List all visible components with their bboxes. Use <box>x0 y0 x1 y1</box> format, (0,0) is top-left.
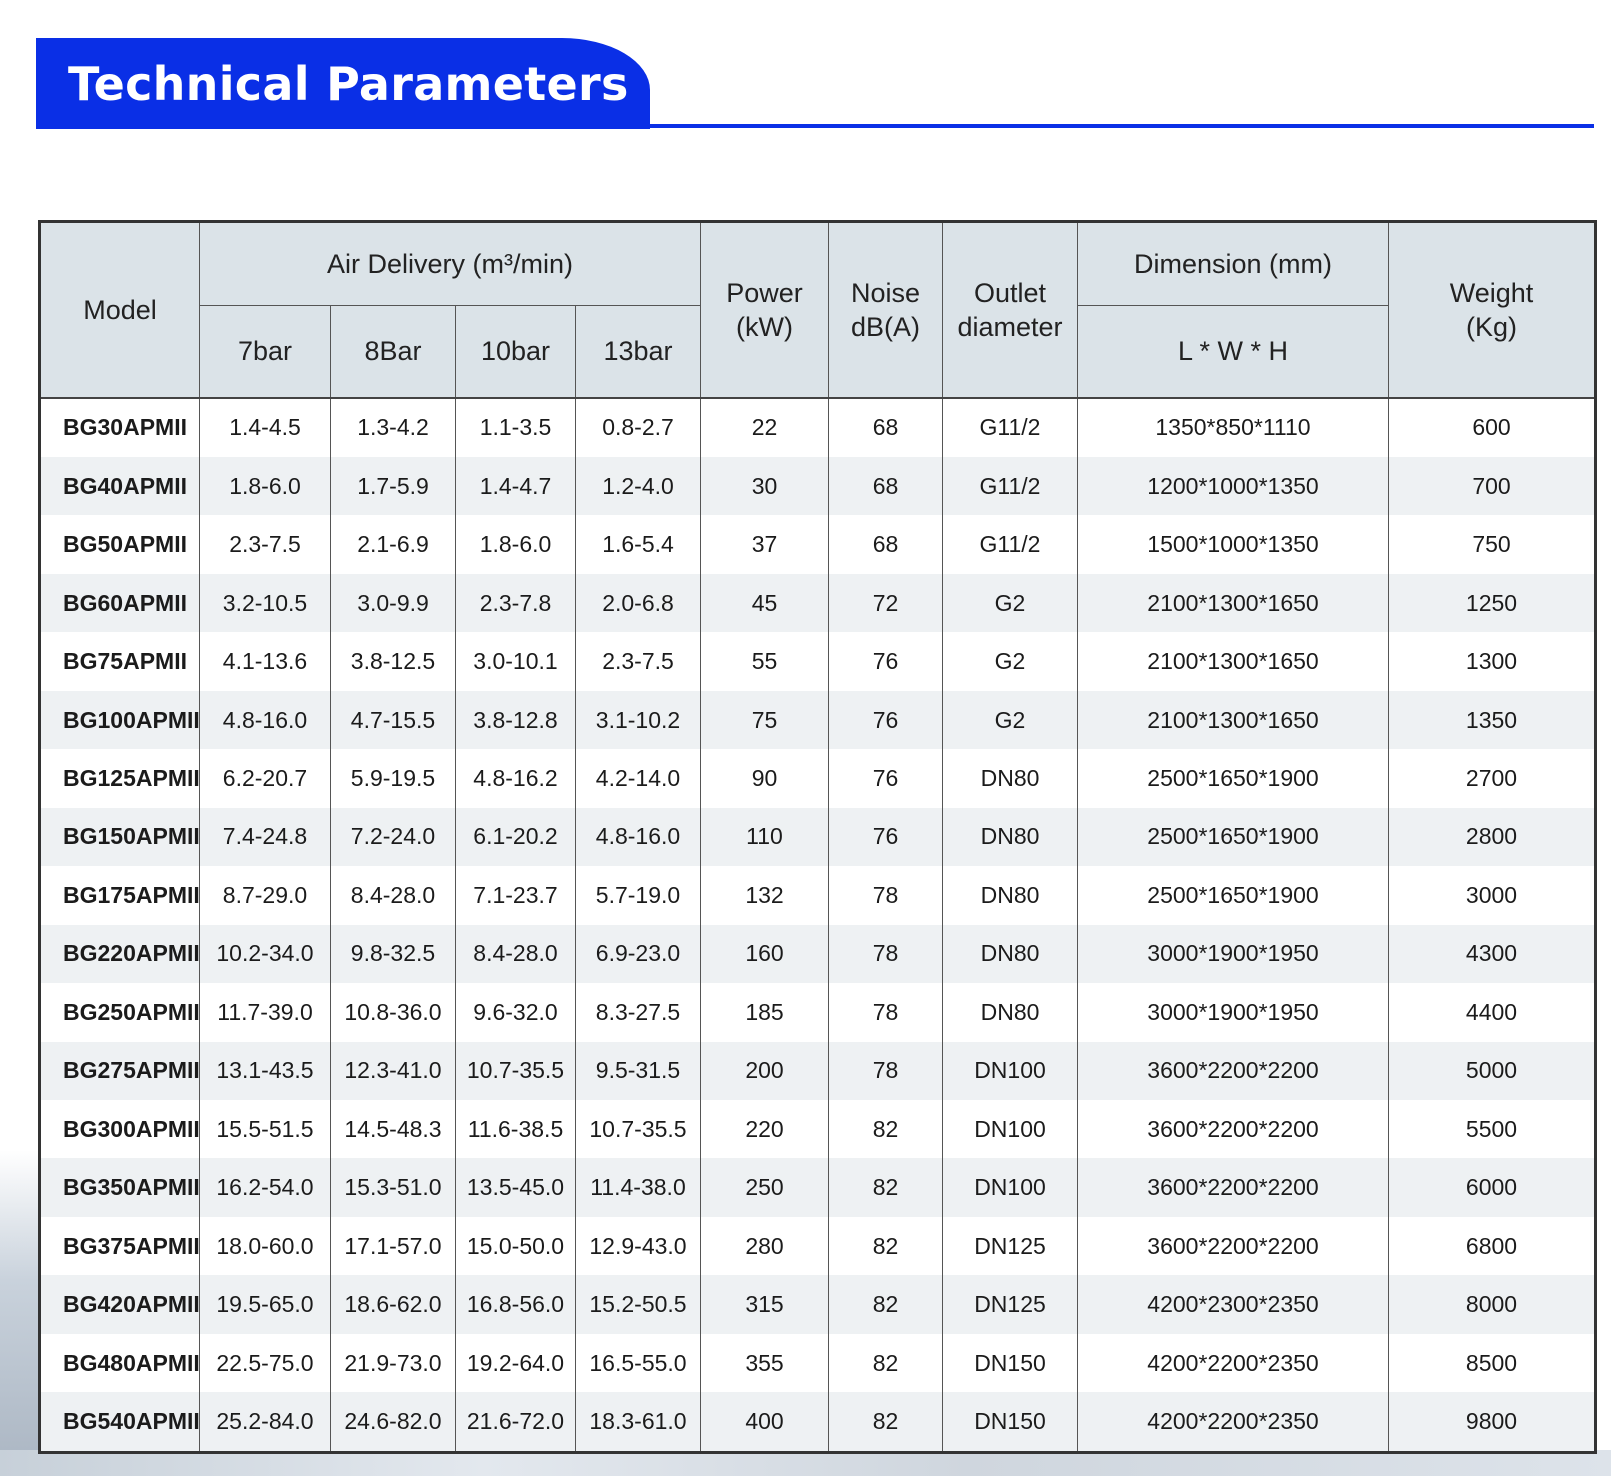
cell-air-7bar: 3.2-10.5 <box>200 574 331 632</box>
cell-noise: 76 <box>829 632 943 690</box>
cell-model: BG250APMII <box>40 983 200 1041</box>
cell-air-10bar: 7.1-23.7 <box>456 866 576 924</box>
cell-outlet: DN125 <box>943 1217 1078 1275</box>
cell-model: BG275APMII <box>40 1042 200 1100</box>
cell-air-13bar: 16.5-55.0 <box>576 1334 701 1392</box>
cell-model: BG40APMII <box>40 457 200 515</box>
cell-air-13bar: 4.8-16.0 <box>576 808 701 866</box>
cell-weight: 5500 <box>1389 1100 1596 1158</box>
cell-weight: 6000 <box>1389 1158 1596 1216</box>
cell-air-8bar: 2.1-6.9 <box>331 515 456 573</box>
cell-air-13bar: 2.0-6.8 <box>576 574 701 632</box>
header-7bar: 7bar <box>200 306 331 398</box>
cell-model: BG540APMII <box>40 1392 200 1452</box>
cell-air-8bar: 7.2-24.0 <box>331 808 456 866</box>
cell-dimension: 3600*2200*2200 <box>1078 1217 1389 1275</box>
cell-air-13bar: 9.5-31.5 <box>576 1042 701 1100</box>
cell-air-8bar: 18.6-62.0 <box>331 1275 456 1333</box>
header-weight-line2: (Kg) <box>1465 311 1517 342</box>
cell-outlet: G2 <box>943 574 1078 632</box>
cell-air-7bar: 1.4-4.5 <box>200 398 331 457</box>
table-body <box>40 398 1596 1453</box>
table-row <box>40 1100 1596 1158</box>
header-dimension: Dimension (mm) <box>1078 222 1389 306</box>
cell-power: 160 <box>701 925 829 983</box>
cell-air-10bar: 21.6-72.0 <box>456 1392 576 1452</box>
cell-power: 250 <box>701 1158 829 1216</box>
cell-outlet: DN80 <box>943 808 1078 866</box>
cell-air-13bar: 15.2-50.5 <box>576 1275 701 1333</box>
cell-noise: 68 <box>829 457 943 515</box>
cell-weight: 1300 <box>1389 632 1596 690</box>
cell-outlet: DN150 <box>943 1334 1078 1392</box>
cell-air-13bar: 10.7-35.5 <box>576 1100 701 1158</box>
cell-air-10bar: 1.1-3.5 <box>456 398 576 457</box>
cell-weight: 5000 <box>1389 1042 1596 1100</box>
cell-weight: 750 <box>1389 515 1596 573</box>
cell-dimension: 1200*1000*1350 <box>1078 457 1389 515</box>
cell-noise: 82 <box>829 1334 943 1392</box>
cell-weight: 1250 <box>1389 574 1596 632</box>
cell-weight: 9800 <box>1389 1392 1596 1452</box>
cell-air-7bar: 15.5-51.5 <box>200 1100 331 1158</box>
header-outlet-line1: Outlet <box>973 277 1047 308</box>
cell-model: BG75APMII <box>40 632 200 690</box>
cell-outlet: DN100 <box>943 1042 1078 1100</box>
header-lwh: L * W * H <box>1078 306 1389 398</box>
cell-air-10bar: 10.7-35.5 <box>456 1042 576 1100</box>
cell-dimension: 2100*1300*1650 <box>1078 691 1389 749</box>
cell-air-8bar: 24.6-82.0 <box>331 1392 456 1452</box>
header-power-line1: Power <box>726 277 803 308</box>
title-underline <box>650 124 1594 128</box>
cell-air-7bar: 6.2-20.7 <box>200 749 331 807</box>
cell-air-7bar: 10.2-34.0 <box>200 925 331 983</box>
technical-parameters-table <box>38 220 1597 1454</box>
header-10bar: 10bar <box>456 306 576 398</box>
cell-power: 55 <box>701 632 829 690</box>
cell-power: 200 <box>701 1042 829 1100</box>
table-row <box>40 1392 1596 1452</box>
cell-air-10bar: 4.8-16.2 <box>456 749 576 807</box>
cell-power: 45 <box>701 574 829 632</box>
cell-air-13bar: 4.2-14.0 <box>576 749 701 807</box>
header-noise-line1: Noise <box>850 277 921 308</box>
cell-air-7bar: 19.5-65.0 <box>200 1275 331 1333</box>
cell-air-10bar: 19.2-64.0 <box>456 1334 576 1392</box>
cell-weight: 2700 <box>1389 749 1596 807</box>
table-row <box>40 515 1596 573</box>
cell-outlet: G2 <box>943 691 1078 749</box>
cell-air-10bar: 3.8-12.8 <box>456 691 576 749</box>
header-weight <box>1389 222 1596 398</box>
cell-model: BG350APMII <box>40 1158 200 1216</box>
cell-dimension: 4200*2300*2350 <box>1078 1275 1389 1333</box>
table-row <box>40 1334 1596 1392</box>
table-row <box>40 1217 1596 1275</box>
cell-dimension: 3600*2200*2200 <box>1078 1042 1389 1100</box>
cell-model: BG175APMII <box>40 866 200 924</box>
cell-dimension: 1500*1000*1350 <box>1078 515 1389 573</box>
page-title: Technical Parameters <box>68 56 629 111</box>
cell-power: 90 <box>701 749 829 807</box>
cell-air-7bar: 13.1-43.5 <box>200 1042 331 1100</box>
cell-power: 132 <box>701 866 829 924</box>
cell-weight: 6800 <box>1389 1217 1596 1275</box>
cell-air-7bar: 11.7-39.0 <box>200 983 331 1041</box>
background-decoration <box>0 1150 40 1476</box>
cell-noise: 78 <box>829 925 943 983</box>
cell-air-13bar: 11.4-38.0 <box>576 1158 701 1216</box>
cell-air-10bar: 13.5-45.0 <box>456 1158 576 1216</box>
cell-noise: 68 <box>829 515 943 573</box>
cell-air-10bar: 15.0-50.0 <box>456 1217 576 1275</box>
cell-outlet: DN150 <box>943 1392 1078 1452</box>
cell-dimension: 2500*1650*1900 <box>1078 749 1389 807</box>
cell-air-10bar: 1.8-6.0 <box>456 515 576 573</box>
cell-air-8bar: 14.5-48.3 <box>331 1100 456 1158</box>
cell-power: 110 <box>701 808 829 866</box>
table-row <box>40 925 1596 983</box>
header-power-line2: (kW) <box>736 311 793 342</box>
cell-air-8bar: 3.0-9.9 <box>331 574 456 632</box>
cell-air-7bar: 18.0-60.0 <box>200 1217 331 1275</box>
cell-power: 355 <box>701 1334 829 1392</box>
cell-air-10bar: 1.4-4.7 <box>456 457 576 515</box>
cell-weight: 3000 <box>1389 866 1596 924</box>
cell-dimension: 3600*2200*2200 <box>1078 1158 1389 1216</box>
cell-air-7bar: 4.1-13.6 <box>200 632 331 690</box>
table-row <box>40 632 1596 690</box>
cell-noise: 76 <box>829 808 943 866</box>
cell-power: 75 <box>701 691 829 749</box>
cell-power: 30 <box>701 457 829 515</box>
cell-power: 185 <box>701 983 829 1041</box>
cell-air-13bar: 0.8-2.7 <box>576 398 701 457</box>
cell-air-10bar: 11.6-38.5 <box>456 1100 576 1158</box>
cell-air-7bar: 8.7-29.0 <box>200 866 331 924</box>
table-row <box>40 1275 1596 1333</box>
cell-dimension: 4200*2200*2350 <box>1078 1392 1389 1452</box>
cell-noise: 82 <box>829 1100 943 1158</box>
table-row <box>40 1042 1596 1100</box>
cell-air-13bar: 6.9-23.0 <box>576 925 701 983</box>
table-row <box>40 808 1596 866</box>
cell-model: BG420APMII <box>40 1275 200 1333</box>
table-row <box>40 866 1596 924</box>
header-outlet-line2: diameter <box>957 311 1063 342</box>
cell-model: BG30APMII <box>40 398 200 457</box>
cell-power: 22 <box>701 398 829 457</box>
cell-air-8bar: 10.8-36.0 <box>331 983 456 1041</box>
table-row <box>40 1158 1596 1216</box>
cell-noise: 76 <box>829 691 943 749</box>
header-power <box>701 222 829 398</box>
cell-air-13bar: 1.6-5.4 <box>576 515 701 573</box>
title-banner <box>36 38 650 129</box>
cell-model: BG480APMII <box>40 1334 200 1392</box>
cell-model: BG375APMII <box>40 1217 200 1275</box>
cell-outlet: G11/2 <box>943 457 1078 515</box>
cell-air-10bar: 9.6-32.0 <box>456 983 576 1041</box>
cell-power: 37 <box>701 515 829 573</box>
header-outlet <box>943 222 1078 398</box>
header-noise <box>829 222 943 398</box>
cell-weight: 8000 <box>1389 1275 1596 1333</box>
cell-air-8bar: 4.7-15.5 <box>331 691 456 749</box>
cell-air-10bar: 6.1-20.2 <box>456 808 576 866</box>
cell-noise: 72 <box>829 574 943 632</box>
cell-air-10bar: 16.8-56.0 <box>456 1275 576 1333</box>
header-8bar: 8Bar <box>331 306 456 398</box>
cell-air-8bar: 15.3-51.0 <box>331 1158 456 1216</box>
cell-weight: 4300 <box>1389 925 1596 983</box>
cell-dimension: 3000*1900*1950 <box>1078 983 1389 1041</box>
cell-noise: 78 <box>829 1042 943 1100</box>
table-row <box>40 983 1596 1041</box>
cell-outlet: DN80 <box>943 749 1078 807</box>
cell-air-7bar: 4.8-16.0 <box>200 691 331 749</box>
cell-air-13bar: 2.3-7.5 <box>576 632 701 690</box>
cell-weight: 600 <box>1389 398 1596 457</box>
cell-noise: 82 <box>829 1217 943 1275</box>
cell-air-13bar: 12.9-43.0 <box>576 1217 701 1275</box>
cell-noise: 78 <box>829 983 943 1041</box>
cell-outlet: G2 <box>943 632 1078 690</box>
cell-model: BG50APMII <box>40 515 200 573</box>
cell-air-13bar: 8.3-27.5 <box>576 983 701 1041</box>
cell-dimension: 2100*1300*1650 <box>1078 574 1389 632</box>
table-header <box>40 222 1596 398</box>
cell-air-10bar: 8.4-28.0 <box>456 925 576 983</box>
header-13bar: 13bar <box>576 306 701 398</box>
cell-air-13bar: 3.1-10.2 <box>576 691 701 749</box>
cell-outlet: DN100 <box>943 1158 1078 1216</box>
cell-outlet: DN80 <box>943 866 1078 924</box>
header-air-delivery: Air Delivery (m³/min) <box>200 222 701 306</box>
cell-noise: 76 <box>829 749 943 807</box>
header-noise-line2: dB(A) <box>850 311 921 342</box>
cell-air-8bar: 3.8-12.5 <box>331 632 456 690</box>
cell-power: 400 <box>701 1392 829 1452</box>
cell-dimension: 2100*1300*1650 <box>1078 632 1389 690</box>
cell-air-13bar: 5.7-19.0 <box>576 866 701 924</box>
cell-noise: 82 <box>829 1158 943 1216</box>
cell-dimension: 3600*2200*2200 <box>1078 1100 1389 1158</box>
table-row <box>40 457 1596 515</box>
cell-weight: 1350 <box>1389 691 1596 749</box>
header-weight-line1: Weight <box>1449 277 1534 308</box>
cell-weight: 8500 <box>1389 1334 1596 1392</box>
cell-air-13bar: 18.3-61.0 <box>576 1392 701 1452</box>
cell-noise: 68 <box>829 398 943 457</box>
cell-air-7bar: 25.2-84.0 <box>200 1392 331 1452</box>
cell-outlet: DN80 <box>943 925 1078 983</box>
cell-air-7bar: 7.4-24.8 <box>200 808 331 866</box>
cell-model: BG125APMII <box>40 749 200 807</box>
cell-air-8bar: 1.3-4.2 <box>331 398 456 457</box>
cell-dimension: 1350*850*1110 <box>1078 398 1389 457</box>
table-row <box>40 749 1596 807</box>
cell-dimension: 2500*1650*1900 <box>1078 808 1389 866</box>
cell-outlet: DN125 <box>943 1275 1078 1333</box>
cell-air-8bar: 17.1-57.0 <box>331 1217 456 1275</box>
cell-dimension: 2500*1650*1900 <box>1078 866 1389 924</box>
cell-outlet: G11/2 <box>943 515 1078 573</box>
cell-outlet: DN100 <box>943 1100 1078 1158</box>
table-row <box>40 398 1596 457</box>
cell-power: 220 <box>701 1100 829 1158</box>
cell-air-8bar: 12.3-41.0 <box>331 1042 456 1100</box>
cell-air-10bar: 2.3-7.8 <box>456 574 576 632</box>
cell-air-8bar: 21.9-73.0 <box>331 1334 456 1392</box>
header-model: Model <box>40 222 200 398</box>
cell-air-7bar: 2.3-7.5 <box>200 515 331 573</box>
cell-air-8bar: 9.8-32.5 <box>331 925 456 983</box>
cell-model: BG100APMII <box>40 691 200 749</box>
cell-outlet: G11/2 <box>943 398 1078 457</box>
table-row <box>40 574 1596 632</box>
cell-air-10bar: 3.0-10.1 <box>456 632 576 690</box>
cell-dimension: 4200*2200*2350 <box>1078 1334 1389 1392</box>
cell-weight: 700 <box>1389 457 1596 515</box>
cell-power: 280 <box>701 1217 829 1275</box>
cell-dimension: 3000*1900*1950 <box>1078 925 1389 983</box>
cell-model: BG300APMII <box>40 1100 200 1158</box>
cell-air-7bar: 22.5-75.0 <box>200 1334 331 1392</box>
cell-weight: 2800 <box>1389 808 1596 866</box>
cell-air-8bar: 5.9-19.5 <box>331 749 456 807</box>
cell-air-7bar: 16.2-54.0 <box>200 1158 331 1216</box>
cell-outlet: DN80 <box>943 983 1078 1041</box>
table-row <box>40 691 1596 749</box>
cell-air-7bar: 1.8-6.0 <box>200 457 331 515</box>
cell-noise: 82 <box>829 1392 943 1452</box>
cell-air-13bar: 1.2-4.0 <box>576 457 701 515</box>
cell-weight: 4400 <box>1389 983 1596 1041</box>
cell-noise: 82 <box>829 1275 943 1333</box>
cell-model: BG60APMII <box>40 574 200 632</box>
cell-model: BG150APMII <box>40 808 200 866</box>
cell-model: BG220APMII <box>40 925 200 983</box>
cell-air-8bar: 8.4-28.0 <box>331 866 456 924</box>
cell-air-8bar: 1.7-5.9 <box>331 457 456 515</box>
cell-noise: 78 <box>829 866 943 924</box>
cell-power: 315 <box>701 1275 829 1333</box>
